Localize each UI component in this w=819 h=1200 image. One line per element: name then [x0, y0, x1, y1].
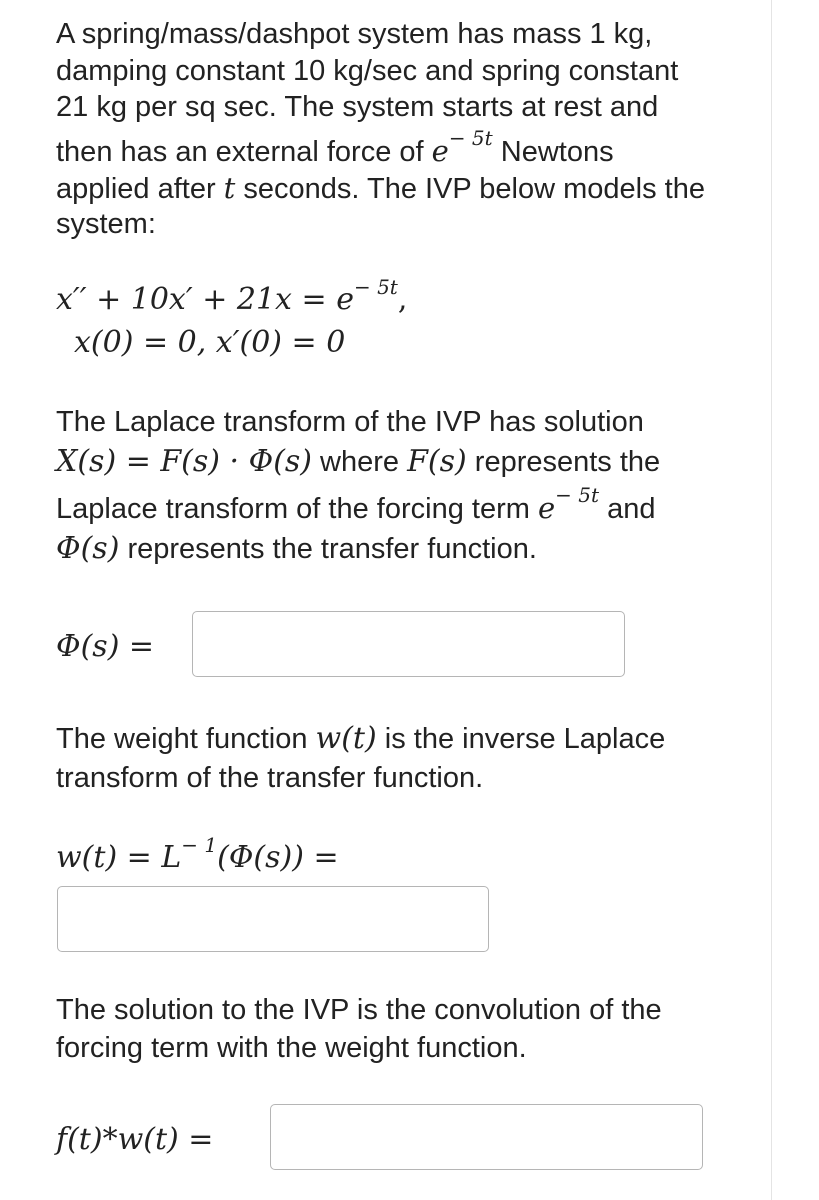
intro-line-4-text: then has an external force of [56, 136, 432, 168]
weight-line-1-post: is the inverse Laplace [376, 723, 666, 755]
laplace-line-1: The Laplace transform of the IVP has solution [56, 406, 644, 438]
intro-line-2: damping constant 10 kg/sec and spring constant [56, 55, 679, 87]
convolution-label [56, 1119, 213, 1161]
weight-label-post: (Φ(s)) = [217, 840, 339, 875]
intro-line-6: system: [56, 208, 156, 240]
laplace-forcing-exponent: − 5t [555, 483, 600, 507]
laplace-line-2 [56, 443, 660, 481]
weight-label-exponent: − 1 [181, 833, 218, 857]
intro-line-4 [56, 126, 614, 173]
intro-line-5-pre: applied after [56, 173, 224, 205]
ivp-differential-equation [56, 275, 408, 323]
right-divider [771, 0, 772, 1200]
ivp-initial-conditions [74, 322, 345, 364]
ivp-initial-conditions-text: x(0) = 0, x′(0) = 0 [74, 325, 346, 360]
laplace-forcing-symbol: F(s) [407, 444, 467, 479]
convolution-input[interactable] [270, 1104, 703, 1170]
ivp-comma: , [397, 282, 408, 317]
force-exponent: − 5t [448, 126, 493, 150]
convolution-label-text: f(t)*w(t) = [56, 1122, 214, 1157]
intro-line-5-post: seconds. The IVP below models the [235, 173, 705, 205]
intro-line-5 [56, 170, 705, 208]
weight-line-2: transform of the transfer function. [56, 762, 484, 794]
weight-label [56, 833, 339, 881]
laplace-line-3 [56, 483, 656, 530]
transfer-function-input[interactable] [192, 611, 625, 677]
laplace-solution-formula: X(s) = F(s) · Φ(s) [56, 444, 312, 479]
weight-function-symbol: w(t) [315, 721, 377, 756]
laplace-line-2-mid: where [312, 446, 408, 478]
ivp-equals: = [291, 282, 337, 317]
ivp-rhs-exponent: − 5t [353, 275, 398, 299]
laplace-forcing-base: e [537, 491, 556, 525]
laplace-line-4 [56, 530, 537, 568]
ivp-lhs: x′′ + 10x′ + 21x [56, 282, 292, 317]
conv-line-2: forcing term with the weight function. [56, 1032, 527, 1064]
laplace-line-4-post: represents the transfer function. [119, 533, 537, 565]
ivp-rhs-base: e [336, 282, 354, 317]
laplace-line-3-pre: Laplace transform of the forcing term [56, 493, 538, 525]
weight-label-pre: w(t) = L [56, 840, 182, 875]
weight-function-input[interactable] [57, 886, 489, 952]
transfer-function-symbol: Φ(s) [56, 531, 120, 566]
intro-line-3: 21 kg per sq sec. The system starts at rest and [56, 91, 659, 123]
phi-label [56, 626, 154, 668]
phi-label-text: Φ(s) = [56, 629, 155, 664]
force-base: e [431, 134, 449, 168]
weight-line-1 [56, 720, 665, 758]
laplace-line-3-post: and [599, 493, 656, 525]
intro-line-4-unit: Newtons [492, 136, 614, 168]
intro-line-1: A spring/mass/dashpot system has mass 1 kg, [56, 18, 653, 50]
laplace-line-2-post: represents the [466, 446, 661, 478]
weight-line-1-pre: The weight function [56, 723, 316, 755]
time-variable: t [223, 171, 236, 205]
conv-line-1: The solution to the IVP is the convolution of the [56, 994, 662, 1026]
